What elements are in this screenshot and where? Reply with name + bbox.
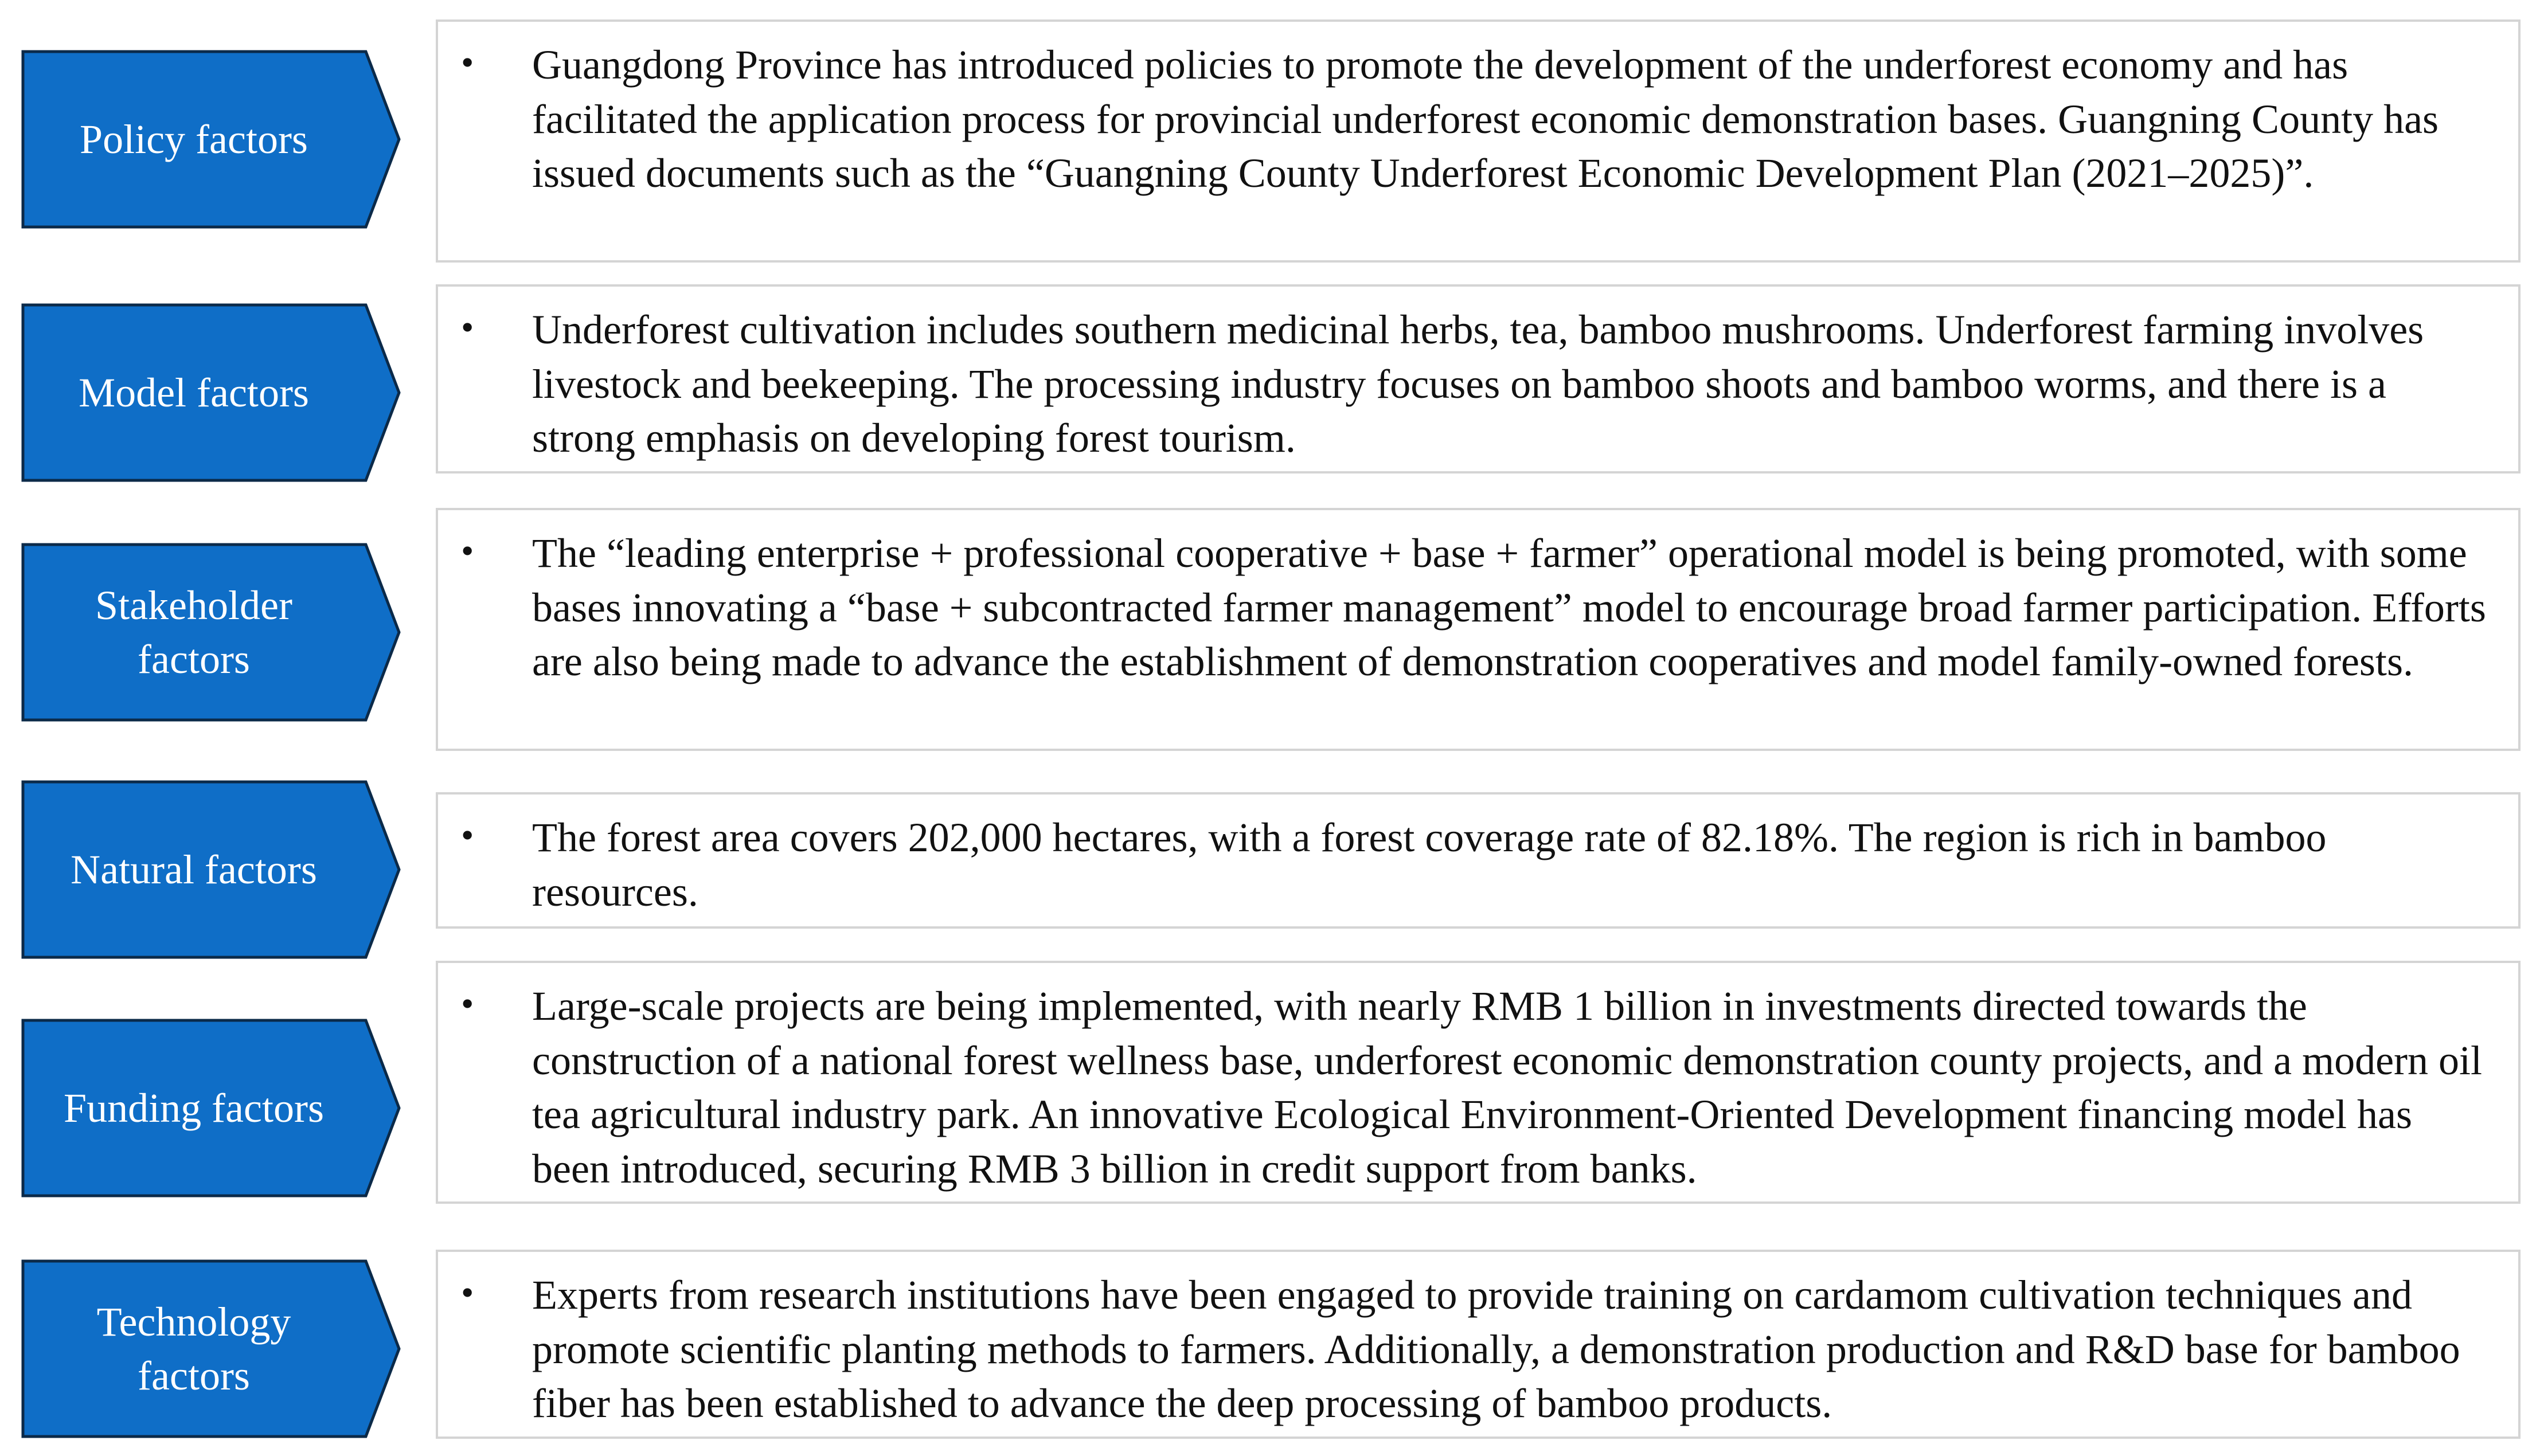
funding-factors-label [22,1019,366,1197]
policy-factors-description-box [436,19,2521,263]
model-factors-label [22,304,366,482]
bullet: • [461,1272,474,1313]
policy-factors-text: Guangdong Province has introduced policies to promote the development of the underforest economy and has facilitated the application process for provincial underforest economic demonstration bases. Guangning County has issued documents such as the “Guangning County Underforest Economic Development Plan (2021–2025)”. [532,42,2439,196]
label-line: factors [138,636,250,682]
policy-factors-label [22,50,366,228]
bullet: • [461,815,474,855]
stakeholder-factors-label [22,543,366,721]
bullet: • [461,983,474,1024]
label-line: Stakeholder [95,582,292,628]
label-line: Funding factors [64,1085,324,1131]
model-factors-arrow [22,304,400,482]
funding-factors-description-box [436,961,2521,1204]
natural-factors-label [22,781,366,958]
label-line: Natural factors [71,847,317,893]
technology-factors-arrow [22,1260,400,1438]
bullet: • [461,307,474,347]
technology-factors-text: Experts from research institutions have been engaged to provide training on cardamom cultivation techniques and promote scientific planting methods to farmers. Additionally, a demonstration production and R&D base for bamboo fiber has been established to advance the deep processing of bamboo products. [532,1272,2460,1426]
label-line: Policy factors [80,116,308,162]
model-factors-text: Underforest cultivation includes southern medicinal herbs, tea, bamboo mushrooms. Underforest farming involves livestock and beekeeping. The processing industry focuses on bamboo shoots and bamboo worms, and there is a strong emphasis on developing forest tourism. [532,307,2424,461]
bullet: • [461,530,474,571]
label-line: Model factors [79,370,309,416]
stakeholder-factors-description-box [436,508,2521,751]
label-line: factors [138,1353,250,1399]
model-factors-description-box [436,284,2521,473]
stakeholder-factors-text: The “leading enterprise + professional cooperative + base + farmer” operational model is being promoted, with some bases innovating a “base + subcontracted farmer management” model to encourage broad farmer participation. Efforts are also being made to advance the establishment of demonstration cooperatives and model family-owned forests. [532,530,2486,684]
natural-factors-text: The forest area covers 202,000 hectares, with a forest coverage rate of 82.18%. The region is rich in bamboo resources. [532,815,2327,915]
technology-factors-description-box [436,1250,2521,1439]
bullet: • [461,42,474,83]
natural-factors-arrow [22,781,400,958]
policy-factors-arrow [22,50,400,228]
funding-factors-arrow [22,1019,400,1197]
funding-factors-text: Large-scale projects are being implemented, with nearly RMB 1 billion in investments directed towards the construction of a national forest wellness base, underforest economic demonstration county projects, and a modern oil tea agricultural industry park. An innovative Ecological Environment-Oriented Development financing model has been introduced, securing RMB 3 billion in credit support from banks. [532,983,2483,1192]
stakeholder-factors-arrow [22,543,400,721]
natural-factors-description-box [436,792,2521,929]
technology-factors-label [22,1260,366,1438]
label-line: Technology [96,1299,291,1345]
